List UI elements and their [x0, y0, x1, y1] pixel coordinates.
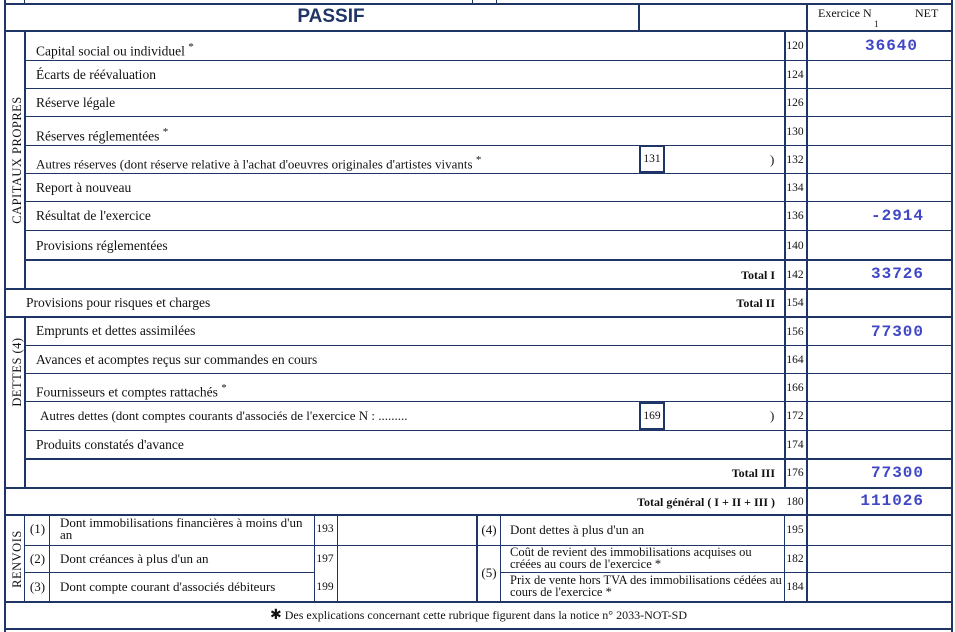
- renvoi-3-value[interactable]: [339, 574, 474, 600]
- row-subvalue-field-131[interactable]: [665, 148, 765, 170]
- column-header-exercice-sub: 1: [874, 19, 879, 29]
- renvoi-3-label: Dont compte courant d'associés débiteurs: [60, 579, 276, 594]
- row-label-reserves-reglementees: Réserves réglementées *: [36, 126, 169, 144]
- total-1-code: 142: [786, 269, 804, 281]
- renvoi-2-value[interactable]: [339, 547, 474, 571]
- row-label-reserve-legale: Réserve légale: [36, 95, 116, 110]
- row-subvalue-field-169[interactable]: [665, 405, 765, 427]
- row-label-provisions-risques: Provisions pour risques et charges: [26, 295, 211, 310]
- renvoi-2-label: Dont créances à plus d'un an: [60, 551, 209, 566]
- renvoi-5a-label: Coût de revient des immobilisations acquises ou créées au cours de l'exercice *: [510, 545, 752, 571]
- column-header-exercice: Exercice N: [818, 6, 872, 20]
- total-general-code: 180: [786, 496, 804, 508]
- renvoi-5a-value[interactable]: [808, 547, 950, 571]
- row-value-emprunts[interactable]: 77300: [870, 323, 924, 341]
- row-label-report: Report à nouveau: [36, 180, 132, 195]
- header-divider: [638, 3, 640, 31]
- header-bottom-line: [4, 30, 953, 32]
- renvoi-4-num: (4): [481, 522, 497, 537]
- asterisk-icon: ✱: [270, 608, 282, 623]
- row-label-fournisseurs: Fournisseurs et comptes rattachés *: [36, 382, 227, 400]
- renvoi-3-num: (3): [29, 579, 46, 594]
- renvoi-1-num: (1): [29, 521, 46, 536]
- footer-note: ✱ Des explications concernant cette rubrique figurent dans la notice n° 2033-NOT-SD: [270, 608, 687, 623]
- total-general-label: Total général ( I + II + III ): [637, 495, 775, 509]
- row-label-produits: Produits constatés d'avance: [36, 437, 184, 452]
- total-2-code: 154: [786, 297, 804, 309]
- row-code-fournisseurs: 166: [786, 382, 804, 394]
- row-code-autres-reserves: 132: [786, 154, 804, 166]
- renvoi-5b-label: Prix de vente hors TVA des immobilisations cédées au cours de l'exercice *: [510, 573, 782, 599]
- row-code-resultat: 136: [786, 210, 804, 222]
- row-label-ecarts: Écarts de réévaluation: [36, 67, 156, 82]
- section-label-renvois: RENVOIS: [10, 530, 24, 588]
- total-general-value[interactable]: 111026: [860, 492, 924, 510]
- row-label-autres-reserves: Autres réserves (dont réserve relative à l'achat d'oeuvres originales d'artistes vivants *: [36, 154, 482, 172]
- row-label-provisions-reglementees: Provisions réglementées: [36, 238, 168, 253]
- renvoi-5-num: (5): [481, 565, 497, 580]
- renvoi-2-code: 197: [316, 553, 334, 565]
- total-3-code: 176: [786, 467, 804, 479]
- row-code-provisions-reglementees: 140: [786, 240, 804, 252]
- total-2-label: Total II: [736, 296, 775, 310]
- row-label-resultat: Résultat de l'exercice: [36, 208, 151, 223]
- page-title: PASSIF: [297, 6, 365, 27]
- section-label-dettes: DETTES (4): [10, 337, 24, 407]
- renvoi-5b-value[interactable]: [808, 574, 950, 600]
- row-code-autres-dettes: 172: [786, 410, 804, 422]
- row-label-capital: Capital social ou individuel *: [36, 41, 194, 59]
- total-3-value[interactable]: 77300: [870, 464, 924, 482]
- row-value-resultat[interactable]: -2914: [870, 207, 924, 225]
- row-code-emprunts: 156: [786, 326, 804, 338]
- row-code-avances: 164: [786, 354, 804, 366]
- row-label-avances: Avances et acomptes reçus sur commandes en cours: [36, 352, 318, 367]
- row-value-capital[interactable]: 36640: [864, 37, 918, 55]
- row-subcode-box-169: 169: [639, 402, 665, 430]
- total-1-value[interactable]: 33726: [870, 265, 924, 283]
- section-label-capitaux: CAPITAUX PROPRES: [10, 96, 24, 224]
- renvoi-4-code: 195: [786, 524, 804, 536]
- row-label-emprunts: Emprunts et dettes assimilées: [36, 323, 196, 338]
- row-code-reserves-reglementees: 130: [786, 126, 804, 138]
- row-code-ecarts: 124: [786, 69, 804, 81]
- row-code-capital: 120: [786, 40, 804, 52]
- total-1-label: Total I: [741, 268, 775, 282]
- column-header-net: NET: [915, 6, 939, 20]
- renvoi-5b-code: 184: [786, 581, 804, 593]
- renvoi-3-code: 199: [316, 581, 334, 593]
- renvoi-4-value[interactable]: [808, 516, 950, 544]
- total-3-label: Total III: [731, 466, 775, 480]
- renvoi-1-value[interactable]: [339, 516, 474, 544]
- row-label-autres-dettes: Autres dettes (dont comptes courants d'associés de l'exercice N : .........: [40, 408, 408, 423]
- renvoi-4-label: Dont dettes à plus d'un an: [510, 522, 645, 537]
- row-subcode-box-131: 131: [639, 145, 665, 173]
- row-code-produits: 174: [786, 439, 804, 451]
- row-code-report: 134: [786, 182, 804, 194]
- renvoi-2-num: (2): [29, 551, 46, 566]
- renvoi-1-label: Dont immobilisations financières à moins d'un an: [60, 515, 303, 542]
- renvoi-5a-code: 182: [786, 553, 804, 565]
- row-code-reserve-legale: 126: [786, 97, 804, 109]
- renvoi-1-code: 193: [316, 523, 334, 535]
